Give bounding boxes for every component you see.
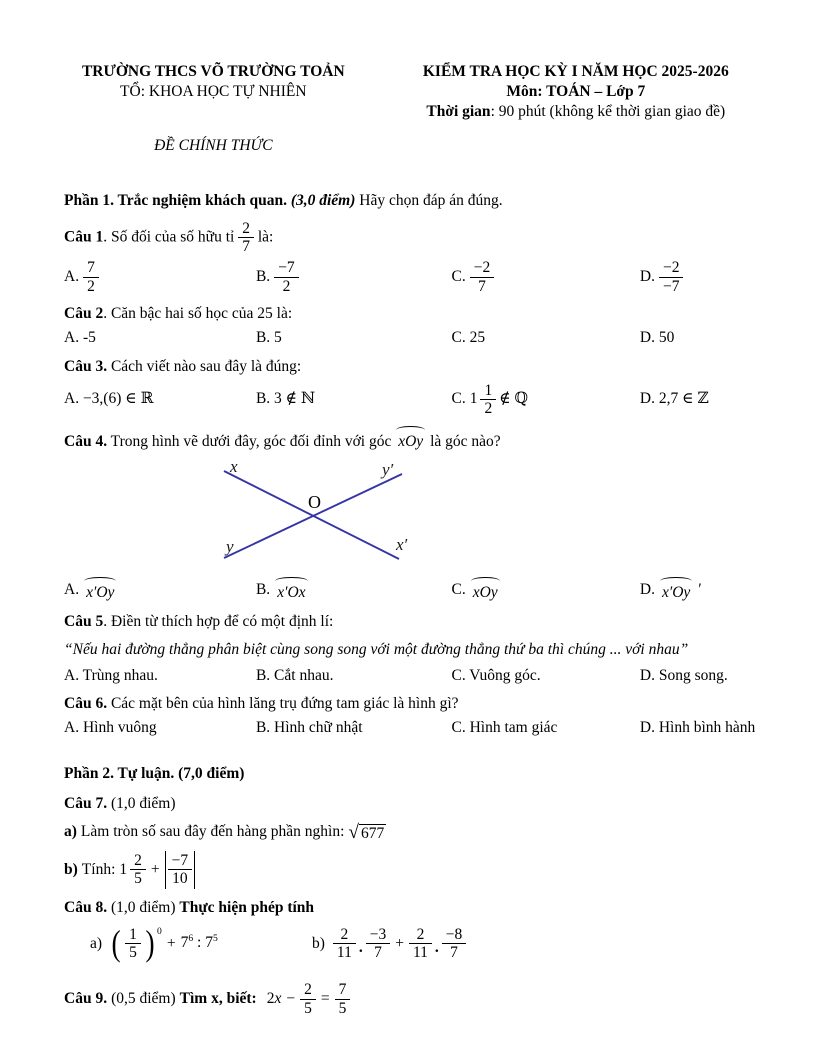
angle-name: x′Oy	[659, 577, 693, 603]
divide-operator: :	[197, 934, 202, 952]
option-b: B. 3 ∉ ℕ	[255, 390, 316, 408]
official-exam-label: ĐỀ CHÍNH THỨC	[154, 137, 273, 155]
option-d: D. Song song.	[639, 666, 728, 684]
question-3-options	[64, 382, 775, 418]
exam-title: KIỂM TRA HỌC KỲ I NĂM HỌC 2025-2026	[422, 63, 729, 80]
option-b: B. 5	[255, 329, 282, 347]
option-key: C.	[451, 268, 466, 286]
option-b: B. Cắt nhau.	[255, 666, 334, 684]
variable-x: x	[274, 990, 282, 1008]
question-6-label: Câu 6.	[64, 695, 108, 713]
question-3-text: Cách viết nào sau đây là đúng:	[107, 358, 302, 376]
question-7a	[64, 820, 775, 845]
angle-name: xOy	[395, 426, 426, 452]
option-b	[256, 577, 452, 603]
item-a-key: a)	[64, 823, 77, 841]
question-6-options	[64, 718, 775, 738]
multiply-dot: .	[358, 938, 363, 956]
option-c: C. Vuông góc.	[451, 666, 541, 684]
item-a-text: Làm tròn số sau đây đến hàng phần nghìn:	[80, 823, 345, 841]
fraction: $\frac{-2}{-7}$	[659, 259, 684, 295]
fraction: $\frac{2}{11}$	[409, 926, 432, 962]
option-d: D. Hình bình hành	[639, 719, 756, 737]
question-1-text-after: là:	[253, 228, 274, 246]
math-expression	[267, 981, 351, 1017]
angle-name: xOy	[470, 577, 501, 603]
option-d: D. 2,7 ∈ ℤ	[639, 390, 709, 408]
plus-operator: +	[395, 934, 404, 952]
part1-instruction: Hãy chọn đáp án đúng.	[359, 191, 503, 209]
question-8-label: Câu 8.	[64, 898, 108, 916]
figure-label-x: x	[230, 457, 238, 477]
figure-label-y: y	[226, 537, 234, 557]
fraction: $\frac{-7}{2}$	[274, 259, 299, 295]
question-8-stem	[64, 898, 775, 918]
abs-expression	[165, 851, 196, 889]
option-d: D. x′Oy ′	[640, 577, 775, 603]
term-2x: 2x	[266, 990, 282, 1008]
item-b-text: Tính:	[81, 860, 116, 878]
math-expression	[119, 851, 195, 889]
item-a-key: a)	[90, 934, 103, 952]
fraction: $\frac{7}{2}$	[83, 259, 99, 295]
option-a	[64, 259, 256, 295]
part1-heading	[64, 191, 775, 211]
question-4-label: Câu 4.	[64, 433, 108, 451]
angle-figure	[214, 456, 454, 566]
question-5-stem	[64, 612, 775, 632]
whole-number: 1	[119, 860, 128, 878]
question-4-text: Trong hình vẽ dưới đây, góc đối đỉnh với góc	[107, 433, 396, 451]
question-7-points: (1,0 điểm)	[107, 794, 176, 812]
question-7b	[64, 851, 775, 889]
question-2-label: Câu 2	[64, 305, 104, 323]
question-5-label: Câu 5	[64, 612, 104, 630]
header-right	[363, 62, 775, 122]
question-1-options	[64, 259, 775, 295]
question-5-options	[64, 666, 775, 686]
option-c: C. 25	[451, 329, 486, 347]
option-a: A. Trùng nhau.	[64, 666, 158, 684]
option-c	[451, 382, 639, 418]
figure-label-O: O	[308, 492, 321, 513]
figure-label-y-prime: y′	[382, 460, 394, 480]
figure-line-yy	[224, 474, 402, 558]
angle-figure-wrap	[214, 456, 775, 572]
figure-label-x-prime: x′	[396, 535, 408, 555]
plus-operator: +	[166, 934, 176, 952]
multiply-dot: .	[434, 938, 439, 956]
angle-name: x′Oy	[83, 577, 117, 603]
question-8b	[312, 926, 466, 962]
option-key: B.	[255, 268, 271, 286]
power-term: $7^6$ : $7^5$	[180, 933, 218, 952]
option-d	[640, 259, 775, 295]
option-c	[451, 259, 639, 295]
item-b-key: b)	[64, 860, 78, 878]
question-9	[64, 981, 775, 1017]
question-1-text: . Số đối của số hữu tỉ	[103, 228, 239, 246]
question-4-text-after: là góc nào?	[426, 433, 501, 451]
duration-value: : 90 phút (không kể thời gian giao đề)	[490, 103, 726, 121]
question-3-stem	[64, 357, 775, 377]
question-9-title: Tìm x, biết:	[179, 990, 257, 1008]
question-9-points: (0,5 điểm)	[111, 990, 176, 1008]
option-a: A. −3,(6) ∈ ℝ	[64, 390, 154, 408]
option-key: B.	[255, 580, 271, 598]
math-expression	[110, 923, 218, 964]
option-key: D.	[639, 268, 655, 286]
question-1-label: Câu 1	[64, 228, 104, 246]
question-8-title: Thực hiện phép tính	[179, 898, 315, 916]
radical-icon: √	[348, 821, 359, 843]
option-key: D.	[639, 580, 655, 598]
fraction: $\frac{-3}{7}$	[366, 926, 391, 962]
fraction: $\frac{-2}{7}$	[470, 259, 495, 295]
part1-points: (3,0 điểm)	[290, 191, 360, 209]
question-6-stem	[64, 694, 775, 714]
mixed-number: 1 $\frac{1}{2}$ ∉ ℚ	[469, 381, 529, 417]
option-a: A. Hình vuông	[64, 719, 157, 737]
fraction: $\frac{2}{5}$	[130, 852, 146, 888]
fraction: $\frac{2}{11}$	[333, 926, 356, 962]
question-2-text: . Căn bậc hai số học của 25 là:	[103, 305, 293, 323]
left-paren: (	[111, 923, 121, 964]
question-6-text: Các mặt bên của hình lăng trụ đứng tam giác là hình gì?	[107, 695, 459, 713]
option-c: C. Hình tam giác	[451, 719, 558, 737]
fraction: $\frac{2}{7}$	[238, 220, 254, 256]
question-4-stem	[64, 426, 775, 452]
option-key: C.	[451, 580, 466, 598]
math-expression	[333, 926, 466, 962]
exponent: 0	[157, 925, 162, 937]
option-a: A. -5	[64, 329, 96, 347]
sqrt-expression: √ 677	[348, 821, 385, 843]
option-a	[64, 577, 256, 603]
question-2-options	[64, 328, 775, 348]
item-b-key: b)	[312, 934, 325, 952]
fraction: $\frac{-7}{10}$	[168, 852, 193, 888]
question-3-label: Câu 3.	[64, 358, 108, 376]
question-1-stem	[64, 220, 775, 256]
question-8a	[90, 923, 312, 964]
exam-header	[64, 62, 775, 122]
question-2-stem	[64, 304, 775, 324]
question-8-items	[64, 923, 775, 964]
department-name: TỔ: KHOA HỌC TỰ NHIÊN	[120, 83, 307, 101]
angle-name: x′Ox	[274, 577, 308, 603]
option-key: A.	[64, 268, 80, 286]
part1-title: Phần 1. Trắc nghiệm khách quan.	[64, 191, 291, 209]
option-c	[451, 577, 639, 603]
option-b: B. Hình chữ nhật	[255, 719, 363, 737]
minus-operator: −	[286, 990, 296, 1008]
question-4-options	[64, 577, 775, 603]
plus-operator: +	[150, 860, 160, 878]
question-7-label: Câu 7.	[64, 794, 108, 812]
option-key: C.	[451, 390, 466, 408]
exam-subject: Môn: TOÁN – Lớp 7	[506, 83, 646, 101]
fraction: $\frac{1}{5}$	[125, 926, 141, 962]
question-7-stem	[64, 794, 775, 814]
fraction: $\frac{7}{5}$	[335, 981, 351, 1017]
part2-heading: Phần 2. Tự luận. (7,0 điểm)	[64, 765, 245, 783]
question-5-text: . Điền từ thích hợp để có một định lí:	[103, 612, 334, 630]
school-name: TRƯỜNG THCS VÕ TRƯỜNG TOẢN	[81, 63, 345, 80]
duration-label: Thời gian	[426, 103, 491, 121]
fraction: $\frac{1}{2}$	[480, 382, 496, 418]
fraction: $\frac{-8}{7}$	[442, 926, 467, 962]
right-paren: )	[145, 923, 155, 964]
question-8-points: (1,0 điểm)	[107, 898, 180, 916]
option-key: A.	[64, 580, 80, 598]
header-left	[64, 62, 363, 102]
exam-duration	[377, 102, 775, 122]
option-b	[256, 259, 452, 295]
question-9-label: Câu 9.	[64, 990, 108, 1008]
theorem-quote: “Nếu hai đường thẳng phân biệt cùng song song với một đường thẳng thứ ba thì chúng ... với nhau”	[64, 640, 689, 658]
fraction: $\frac{2}{5}$	[300, 981, 316, 1017]
equals-operator: =	[320, 990, 330, 1008]
option-d: D. 50	[639, 329, 675, 347]
